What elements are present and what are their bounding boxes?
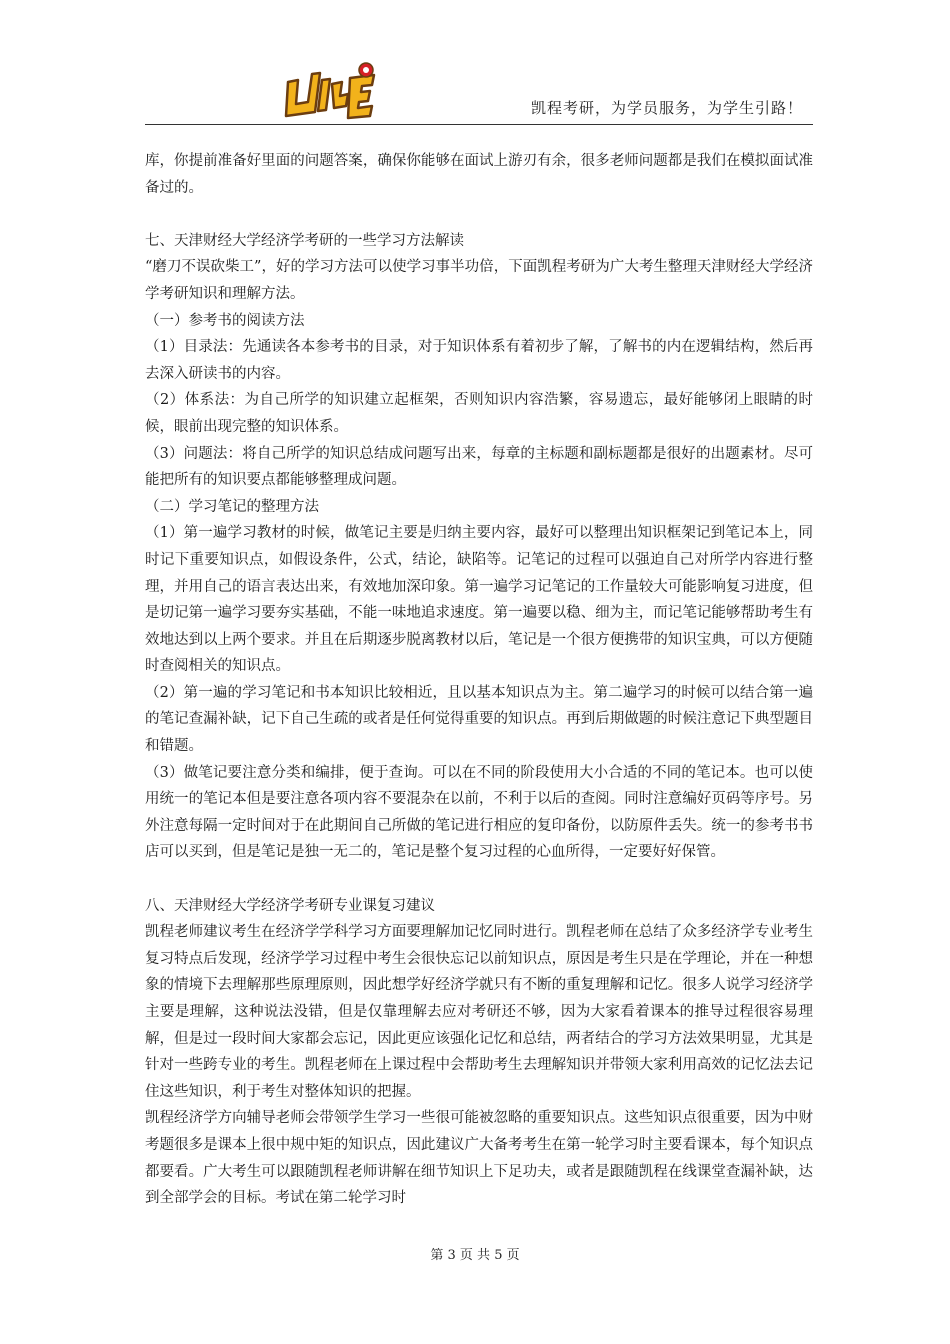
- paragraph: （3）做笔记要注意分类和编排，便于查询。可以在不同的阶段使用大小合适的不同的笔记本。也可以使用统一的笔记本但是要注意各项内容不要混杂在以前，不利于以后的查阅。同时注意编好页码等序号。另外注意每隔一定时间对于在此期间自己所做的笔记进行相应的复印备份，以防原件丢失。统一的参考书书店可以买到，但是笔记是独一无二的，笔记是整个复习过程的心血所得，一定要好好保管。: [145, 764, 813, 861]
- paragraph: “磨刀不误砍柴工”，好的学习方法可以使学习事半功倍，下面凯程考研为广大考生整理天津财经大学经济学考研知识和理解方法。: [145, 259, 813, 302]
- paragraph: 库，你提前准备好里面的问题答案，确保你能够在面试上游刃有余，很多老师问题都是我们在模拟面试准备过的。: [145, 153, 813, 196]
- section-heading: 八、天津财经大学经济学考研专业课复习建议: [145, 897, 435, 914]
- kaicheng-logo: [282, 60, 382, 120]
- paragraph-gap: [145, 866, 813, 893]
- subsection-heading: （二）学习笔记的整理方法: [145, 498, 319, 515]
- paragraph: （2）体系法：为自己所学的知识建立起框架，否则知识内容浩繁，容易遗忘，最好能够闭上眼睛的时候，眼前出现完整的知识体系。: [145, 392, 813, 435]
- paragraph: （1）第一遍学习教材的时候，做笔记主要是归纳主要内容，最好可以整理出知识框架记到笔记本上，同时记下重要知识点，如假设条件，公式，结论，缺陷等。记笔记的过程可以强迫自己对所学内容进行整理，并用自己的语言表达出来，有效地加深印象。第一遍学习记笔记的工作量较大可能影响复习进度，但是切记第一遍学习要夯实基础，不能一味地追求速度。第一遍要以稳、细为主，而记笔记能够帮助考生有效地达到以上两个要求。并且在后期逐步脱离教材以后，笔记是一个很方便携带的知识宝典，可以方便随时查阅相关的知识点。: [145, 525, 813, 675]
- header-slogan: 凯程考研，为学员服务，为学生引路！: [530, 99, 803, 117]
- paragraph: 凯程老师建议考生在经济学学科学习方面要理解加记忆同时进行。凯程老师在总结了众多经济学专业考生复习特点后发现，经济学学习过程中考生会很快忘记以前知识点，原因是考生只是在学理论，并在一种想象的情境下去理解那些原理原则，因此想学好经济学就只有不断的重复理解和记忆。很多人说学习经济学主要是理解，这种说法没错，但是仅靠理解去应对考研还不够，因为大家看着课本的推导过程很容易理解，但是过一段时间大家都会忘记，因此更应该强化记忆和总结，两者结合的学习方法效果明显，尤其是针对一些跨专业的考生。凯程老师在上课过程中会帮助考生去理解知识并带领大家利用高效的记忆法去记住这些知识，利于考生对整体知识的把握。: [145, 924, 813, 1100]
- paragraph: （1）目录法：先通读各本参考书的目录，对于知识体系有着初步了解，了解书的内在逻辑结构，然后再去深入研读书的内容。: [145, 339, 813, 382]
- paragraph: （3）问题法：将自己所学的知识总结成问题写出来，每章的主标题和副标题都是很好的出题素材。尽可能把所有的知识要点都能够整理成问题。: [145, 445, 813, 489]
- page-header: [145, 60, 813, 126]
- paragraph: （2）第一遍的学习笔记和书本知识比较相近，且以基本知识点为主。第二遍学习的时候可以结合第一遍的笔记查漏补缺，记下自己生疏的或者是任何觉得重要的知识点。再到后期做题的时候注意记下典型题目和错题。: [145, 684, 813, 755]
- body-text: [145, 148, 813, 1212]
- page-number: 第 3 页 共 5 页: [430, 1248, 520, 1263]
- paragraph-gap: [145, 201, 813, 228]
- subsection-heading: （一）参考书的阅读方法: [145, 312, 305, 329]
- section-heading: 七、天津财经大学经济学考研的一些学习方法解读: [145, 232, 464, 249]
- paragraph: 凯程经济学方向辅导老师会带领学生学习一些很可能被忽略的重要知识点。这些知识点很重要，因为中财考题很多是课本上很中规中矩的知识点，因此建议广大备考考生在第一轮学习时主要看课本，每个知识点都要看。广大考生可以跟随凯程老师讲解在细节知识上下足功夫，或者是跟随凯程在线课堂查漏补缺，达到全部学会的目标。考试在第二轮学习时: [145, 1110, 813, 1207]
- header-divider: [145, 124, 813, 125]
